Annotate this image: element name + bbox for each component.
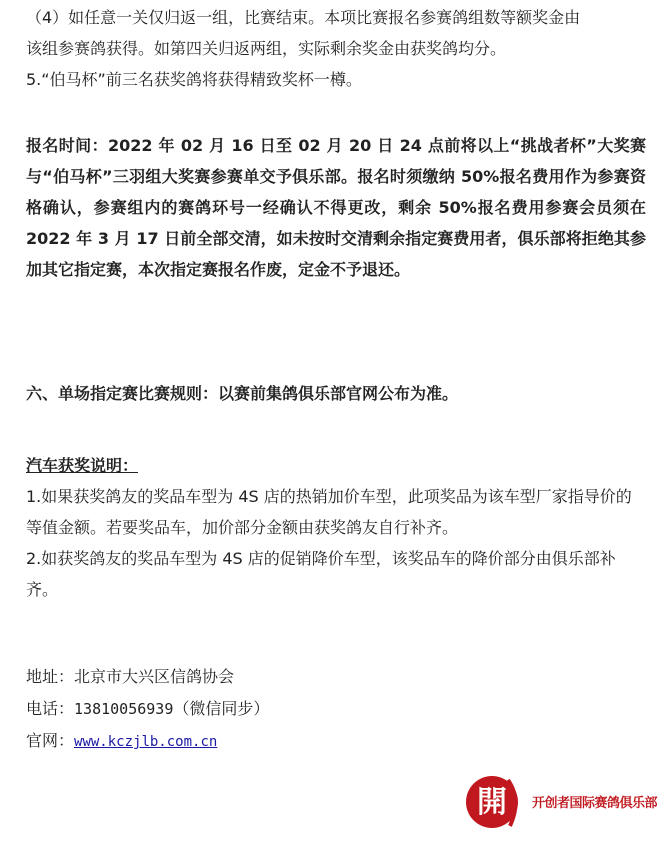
car-prize-title: 汽车获奖说明： bbox=[26, 456, 139, 475]
club-logo-mark bbox=[462, 770, 526, 834]
contact-website bbox=[26, 725, 646, 758]
address-value: 北京市大兴区信鸽协会 bbox=[74, 667, 235, 686]
contact-block bbox=[26, 661, 646, 758]
car-prize-rules bbox=[26, 481, 646, 605]
phone-number: 13810056939 bbox=[74, 700, 174, 718]
club-logo-name: 开创者国际赛鸽俱乐部 bbox=[532, 796, 658, 811]
phone-note: （微信同步） bbox=[173, 699, 270, 718]
website-link[interactable]: www.kczjlb.com.cn bbox=[74, 734, 218, 750]
logo-mark-char: 開 bbox=[477, 785, 507, 820]
section-6-heading: 六、单场指定赛比赛规则：以赛前集鸽俱乐部官网公布为准。 bbox=[26, 384, 459, 403]
car-prize-item-2: 2.如获奖鸽友的奖品车型为 4S 店的促销降价车型，该奖品车的降价部分由俱乐部补齐。 bbox=[26, 549, 616, 599]
club-logo bbox=[462, 770, 662, 834]
phone-label: 电话： bbox=[26, 699, 75, 718]
contact-phone bbox=[26, 693, 646, 725]
rule-4-line-2: 该组参赛鸽获得。如第四关归返两组，实际剩余奖金由获奖鸽均分。 bbox=[26, 39, 507, 58]
rule-4-line-1: （4）如任意一关仅归返一组，比赛结束。本项比赛报名参赛鸽组数等额奖金由 bbox=[26, 8, 581, 27]
car-prize-item-1: 1.如果获奖鸽友的奖品车型为 4S 店的热销加价车型，此项奖品为该车型厂家指导价的等值金额。若要奖品车，加价部分金额由获奖鸽友自行补齐。 bbox=[26, 487, 632, 537]
contact-address bbox=[26, 661, 646, 693]
rule-5-trophy: 5.“伯马杯”前三名获奖鸽将获得精致奖杯一樽。 bbox=[26, 70, 362, 89]
intro-rules bbox=[26, 2, 646, 95]
address-label: 地址： bbox=[26, 667, 75, 686]
website-label: 官网： bbox=[26, 731, 75, 750]
registration-paragraph: 报名时间：2022 年 02 月 16 日至 02 月 20 日 24 点前将以上“挑战者杯”大奖赛与“伯马杯”三羽组大奖赛参赛单交予俱乐部。报名时须缴纳 50%报名费用作为参赛资格确认，参赛组内的赛鸽环号一经确认不得更改，剩余 50%报名费用参赛会员须在 2022 年 3 月 17 日前全部交清，如未按时交清剩余指定赛费用者，俱乐部将拒绝其参加其它指定赛，本次指定赛报名作废，定金不予退还。 bbox=[26, 136, 646, 279]
